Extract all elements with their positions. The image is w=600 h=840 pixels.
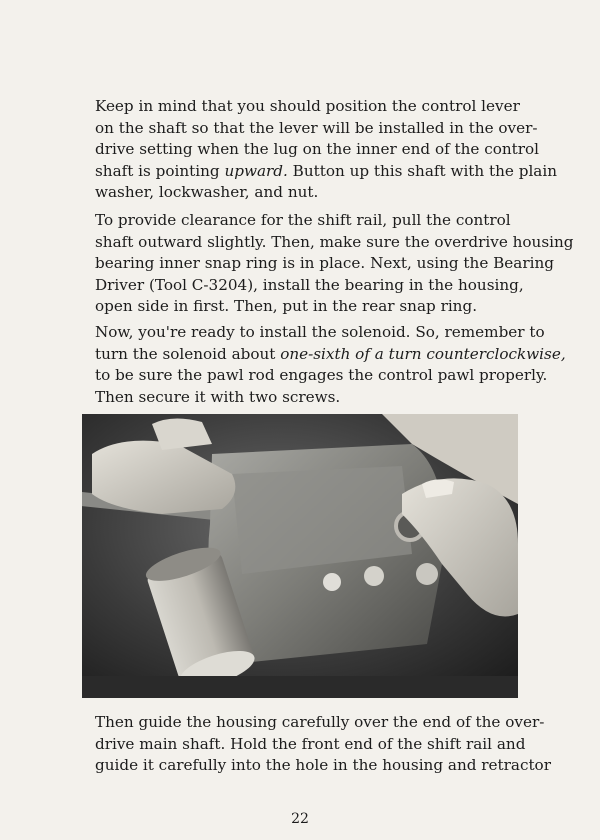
text-line: washer, lockwasher, and nut. xyxy=(95,183,319,201)
emphasis-turn: one-sixth of a turn counterclockwise, xyxy=(280,344,566,363)
text-line: bearing inner snap ring is in place. Next, using the Bearing xyxy=(95,254,554,272)
text-run: Button up this shaft with the plain xyxy=(287,161,557,180)
text-line: Keep in mind that you should position the control lever xyxy=(95,97,520,115)
bolt-shape xyxy=(323,573,341,591)
text-line: Then guide the housing carefully over the end of the over- xyxy=(95,713,545,731)
text-line: To provide clearance for the shift rail, pull the control xyxy=(95,211,511,229)
text-line: drive setting when the lug on the inner end of the control xyxy=(95,140,540,158)
paragraph-control-lever xyxy=(95,96,557,204)
text-line: on the shaft so that the lever will be installed in the over- xyxy=(95,118,538,137)
bolt-shape xyxy=(416,563,438,585)
text-run: turn the solenoid about xyxy=(95,344,281,363)
text-line: Then secure it with two screws. xyxy=(95,387,341,406)
text-line: open side in first. Then, put in the rear snap ring. xyxy=(95,297,478,315)
photo-illustration xyxy=(82,414,518,698)
paragraph-solenoid xyxy=(95,322,566,408)
text-run: shaft is pointing xyxy=(95,161,225,180)
bolt-shape xyxy=(364,566,384,586)
text-line: Driver (Tool C-3204), install the bearing in the housing, xyxy=(95,275,524,294)
paragraph-guide-housing xyxy=(95,712,551,777)
text-line: drive main shaft. Hold the front end of the shift rail and xyxy=(95,734,526,753)
page-number: 22 xyxy=(291,811,309,827)
overdrive-housing-photo xyxy=(82,414,518,698)
text-line xyxy=(95,344,566,366)
text-line: guide it carefully into the hole in the housing and retractor xyxy=(95,756,551,774)
text-line xyxy=(95,161,557,183)
text-line: shaft outward slightly. Then, make sure the overdrive housing xyxy=(95,232,574,251)
bench-shape xyxy=(82,676,518,698)
emphasis-upward: upward. xyxy=(224,161,288,180)
text-line: to be sure the pawl rod engages the control pawl properly. xyxy=(95,366,548,384)
text-line: Now, you're ready to install the solenoid. So, remember to xyxy=(95,323,545,341)
paragraph-shift-rail xyxy=(95,210,574,318)
